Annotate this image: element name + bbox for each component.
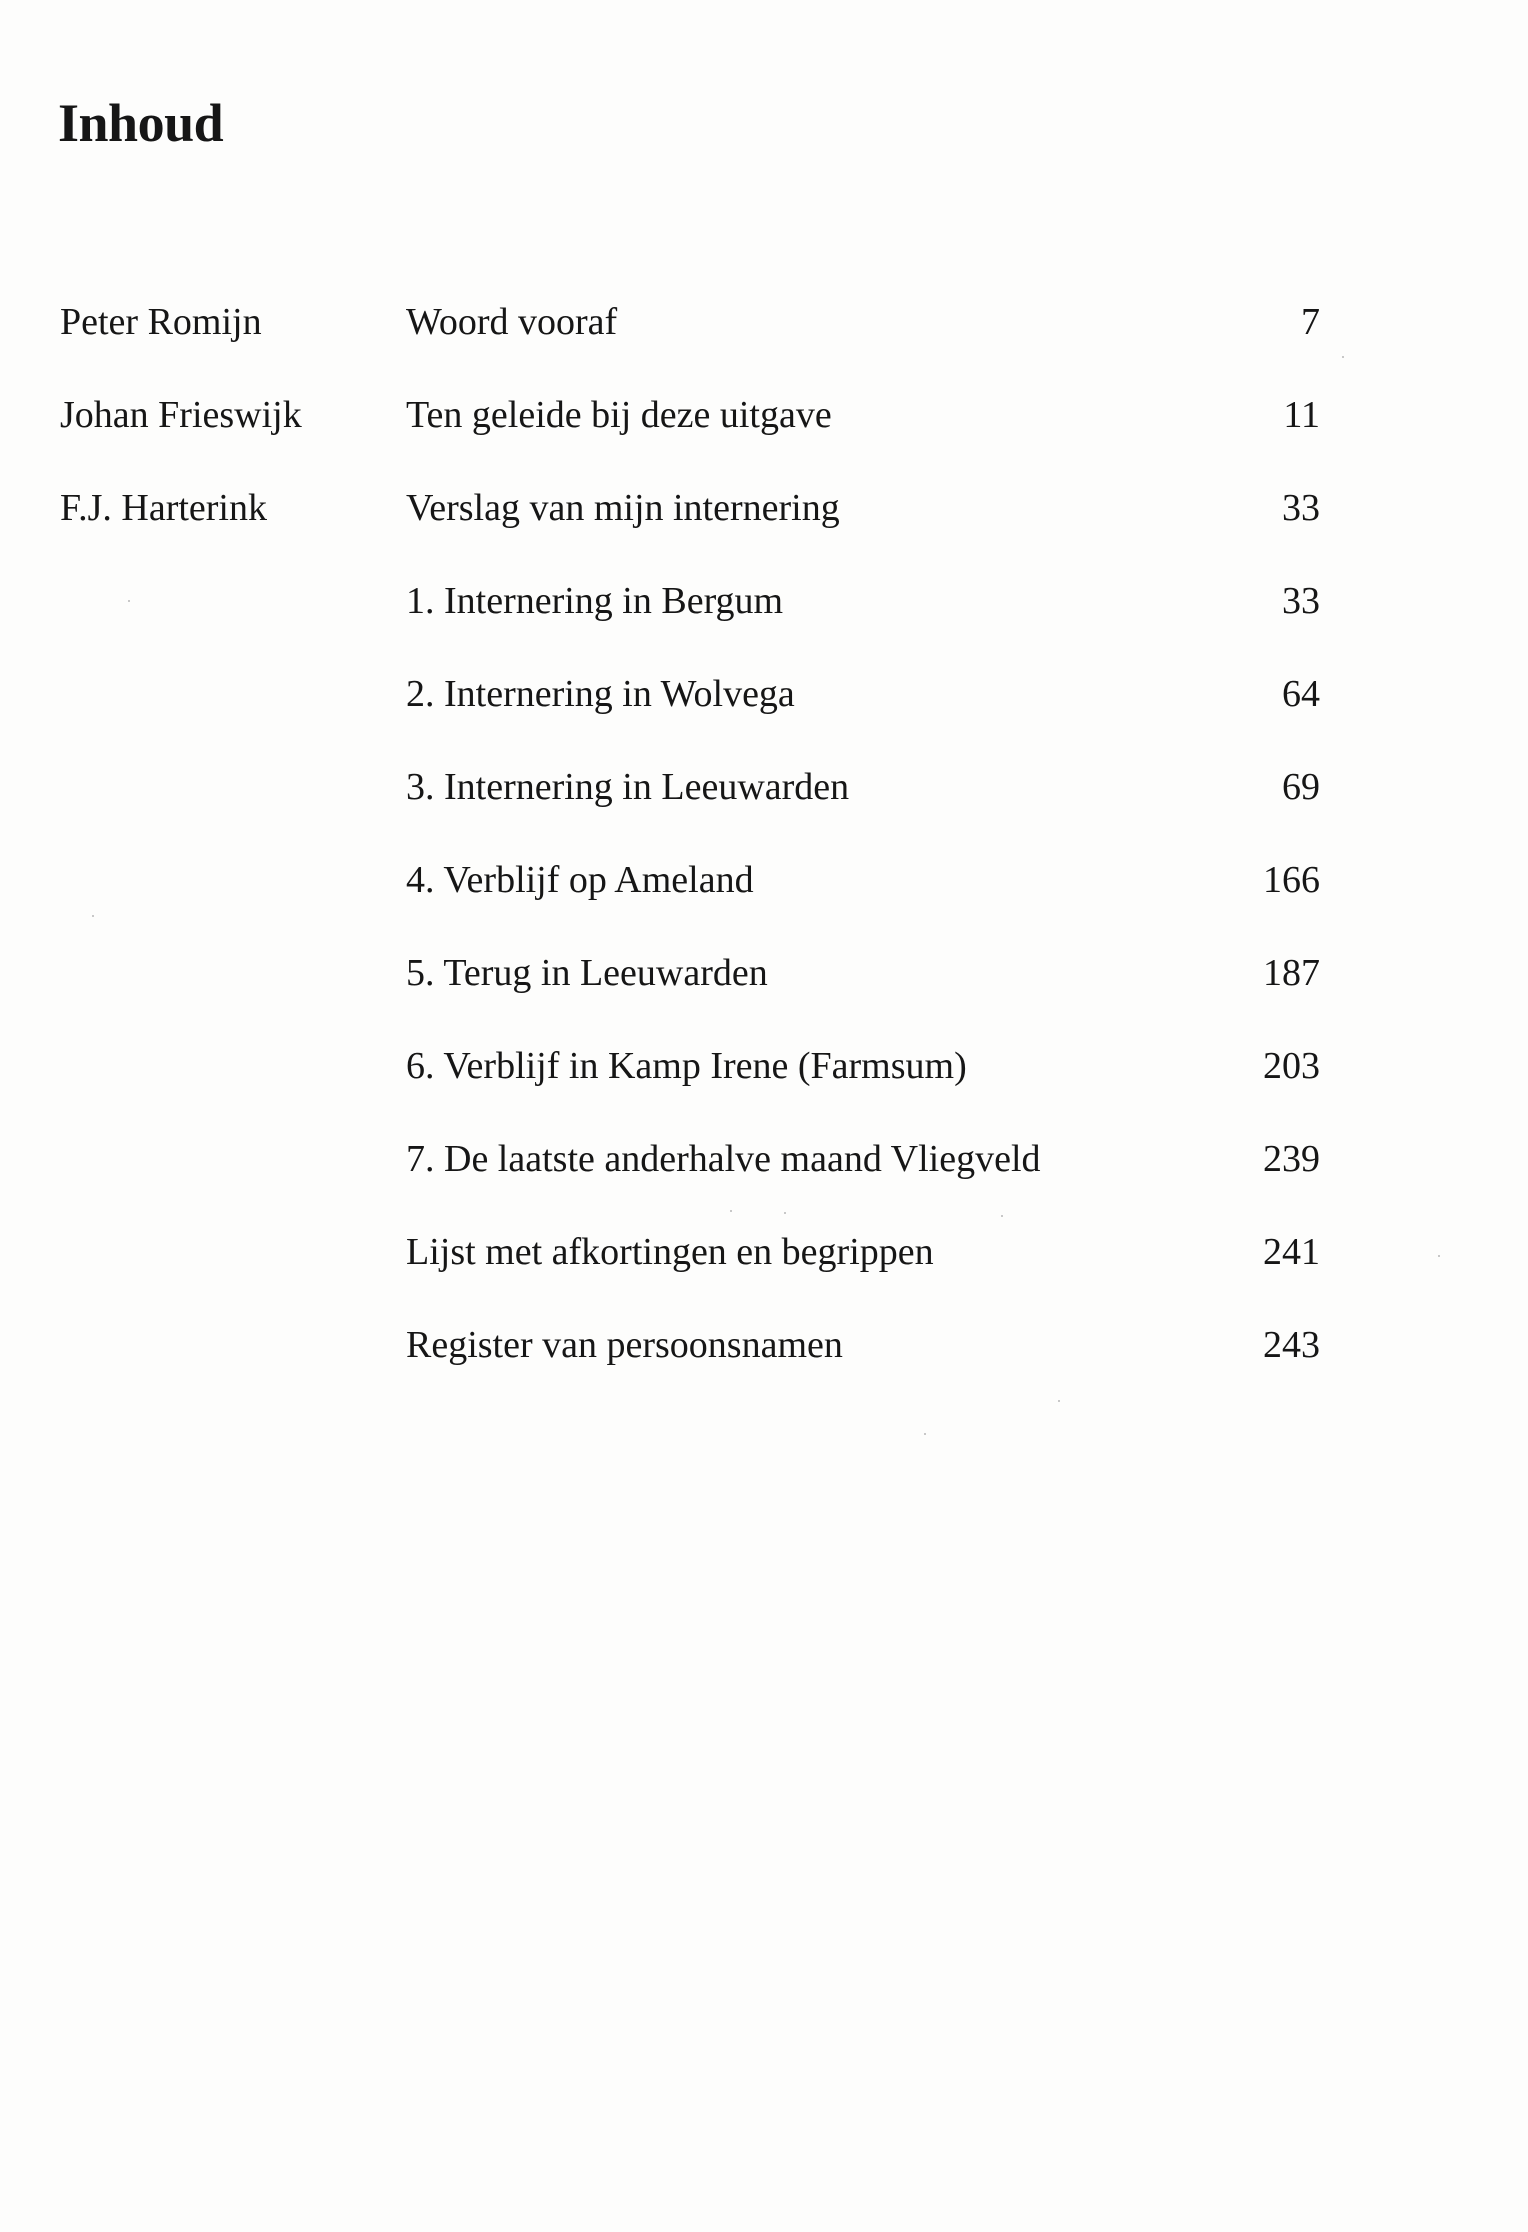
- toc-page-number: 33: [1282, 580, 1320, 622]
- toc-page-number: 187: [1263, 952, 1320, 994]
- toc-page-number: 69: [1282, 766, 1320, 808]
- toc-title: 1. Internering in Bergum: [406, 580, 784, 622]
- table-of-contents: [0, 295, 1528, 1411]
- scan-speck: [92, 915, 94, 917]
- toc-author: F.J. Harterink: [60, 487, 267, 529]
- toc-page-number: 11: [1283, 394, 1320, 436]
- toc-title: 5. Terug in Leeuwarden: [406, 952, 768, 994]
- toc-page-number: 33: [1282, 487, 1320, 529]
- toc-row: [0, 667, 1528, 760]
- toc-page-number: 64: [1282, 673, 1320, 715]
- toc-row: [0, 1318, 1528, 1411]
- toc-row: [0, 1039, 1528, 1132]
- page-title: Inhoud: [58, 93, 224, 153]
- toc-title: Verslag van mijn internering: [406, 487, 840, 529]
- toc-title: 7. De laatste anderhalve maand Vliegveld: [406, 1138, 1041, 1180]
- toc-title: Lijst met afkortingen en begrippen: [406, 1231, 934, 1273]
- toc-title: Ten geleide bij deze uitgave: [406, 394, 832, 436]
- toc-row: [0, 1132, 1528, 1225]
- toc-row: [0, 481, 1528, 574]
- toc-title: 4. Verblijf op Ameland: [406, 859, 754, 901]
- toc-title: 3. Internering in Leeuwarden: [406, 766, 850, 808]
- toc-row: [0, 1225, 1528, 1318]
- toc-title: Woord vooraf: [406, 301, 618, 343]
- toc-page-number: 166: [1263, 859, 1320, 901]
- scan-speck: [1001, 1215, 1003, 1217]
- toc-title: 2. Internering in Wolvega: [406, 673, 795, 715]
- scan-speck: [128, 600, 130, 602]
- toc-author: Peter Romijn: [60, 301, 262, 343]
- toc-row: [0, 853, 1528, 946]
- toc-author: Johan Frieswijk: [60, 394, 302, 436]
- toc-row: [0, 760, 1528, 853]
- toc-title: 6. Verblijf in Kamp Irene (Farmsum): [406, 1045, 967, 1087]
- scan-speck: [1438, 1255, 1440, 1257]
- scan-speck: [924, 1433, 926, 1435]
- toc-page-number: 7: [1301, 301, 1320, 343]
- toc-title: Register van persoonsnamen: [406, 1324, 843, 1366]
- toc-page-number: 239: [1263, 1138, 1320, 1180]
- scan-speck: [1342, 356, 1344, 358]
- toc-page-number: 241: [1263, 1231, 1320, 1273]
- scan-speck: [784, 1212, 786, 1214]
- scan-speck: [1058, 1400, 1060, 1402]
- toc-row: [0, 388, 1528, 481]
- toc-row: [0, 574, 1528, 667]
- toc-page-number: 243: [1263, 1324, 1320, 1366]
- toc-page-number: 203: [1263, 1045, 1320, 1087]
- toc-row: [0, 295, 1528, 388]
- toc-row: [0, 946, 1528, 1039]
- scan-speck: [730, 1210, 732, 1212]
